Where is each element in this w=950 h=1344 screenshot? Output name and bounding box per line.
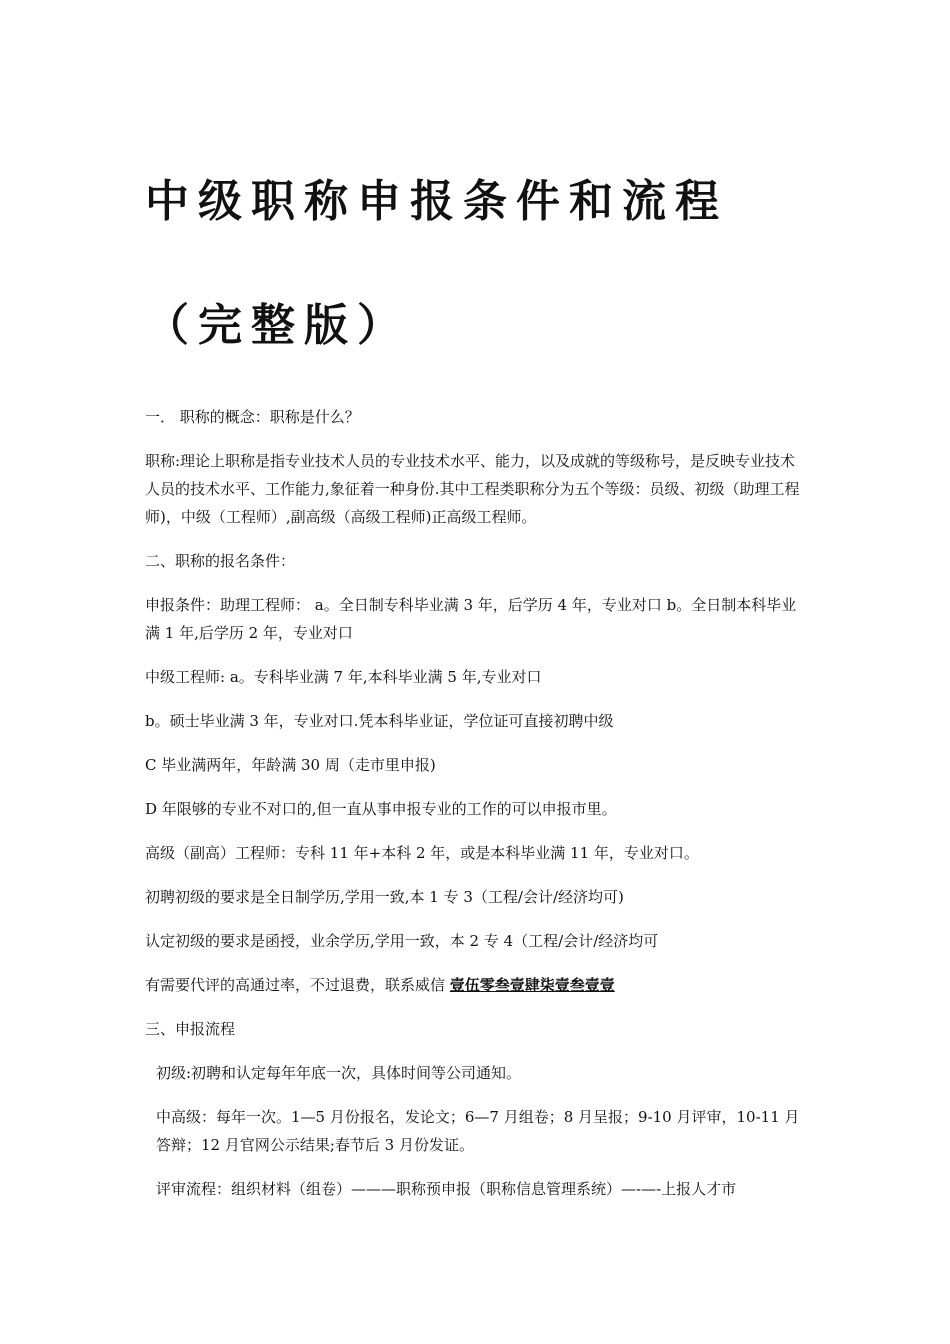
paragraph-condition-b: b。硕士毕业满 3 年，专业对口.凭本科毕业证，学位证可直接初聘中级 <box>145 712 614 730</box>
paragraph-initial-recognition: 认定初级的要求是函授，业余学历,学用一致，本 2 专 4（工程/会计/经济均可 <box>145 932 659 950</box>
paragraph-process-intermediate: 中高级：每年一次。1—5 月份报名，发论文；6—7 月组卷；8 月呈报；9-10 月评审，10-11 月答辩；12 月官网公示结果;春节后 3 月份发证。 <box>156 1108 800 1154</box>
paragraph-process-initial: 初级:初聘和认定每年年底一次，具体时间等公司通知。 <box>156 1064 522 1082</box>
document-body <box>145 403 810 1219</box>
paragraph-condition-d: D 年限够的专业不对口的,但一直从事申报专业的工作的可以申报市里。 <box>145 800 617 818</box>
contact-prefix: 有需要代评的高通过率，不过退费，联系威信 <box>145 976 450 994</box>
document-title: 中级职称申报条件和流程（完整版） <box>145 176 728 351</box>
paragraph-contact <box>145 971 810 999</box>
paragraph-assistant-engineer: 申报条件：助理工程师： a。全日制专科毕业满 3 年，后学历 4 年，专业对口 b。全日制本科毕业满 1 年,后学历 2 年，专业对口 <box>145 596 797 642</box>
paragraph-concept-heading: 一． 职称的概念：职称是什么？ <box>145 408 360 426</box>
paragraph-conditions-heading: 二、职称的报名条件： <box>145 552 296 570</box>
paragraph-concept-definition: 职称:理论上职称是指专业技术人员的专业技术水平、能力，以及成就的等级称号，是反映专业技术人员的技术水平、工作能力,象征着一种身份.其中工程类职称分为五个等级：员级、初级（助理工程师)，中级（工程师）,副高级（高级工程师)正高级工程师。 <box>145 452 800 526</box>
paragraph-intermediate-engineer: 中级工程师: a。专科毕业满 7 年,本科毕业满 5 年,专业对口 <box>145 668 542 686</box>
paragraph-process-heading: 三、申报流程 <box>145 1020 236 1038</box>
paragraph-condition-c: C 毕业满两年，年龄满 30 周（走市里申报) <box>145 756 436 774</box>
paragraph-senior-engineer: 高级（副高）工程师：专科 11 年+本科 2 年，或是本科毕业满 11 年，专业对口。 <box>145 844 699 862</box>
contact-number: 壹伍零叁壹肆柒壹叁壹壹 <box>449 976 615 994</box>
paragraph-process-review: 评审流程：组织材料（组卷）———职称预申报（职称信息管理系统）—-—-上报人才市 <box>156 1180 737 1198</box>
paragraph-initial-appointment: 初聘初级的要求是全日制学历,学用一致,本 1 专 3（工程/会计/经济均可) <box>145 888 624 906</box>
